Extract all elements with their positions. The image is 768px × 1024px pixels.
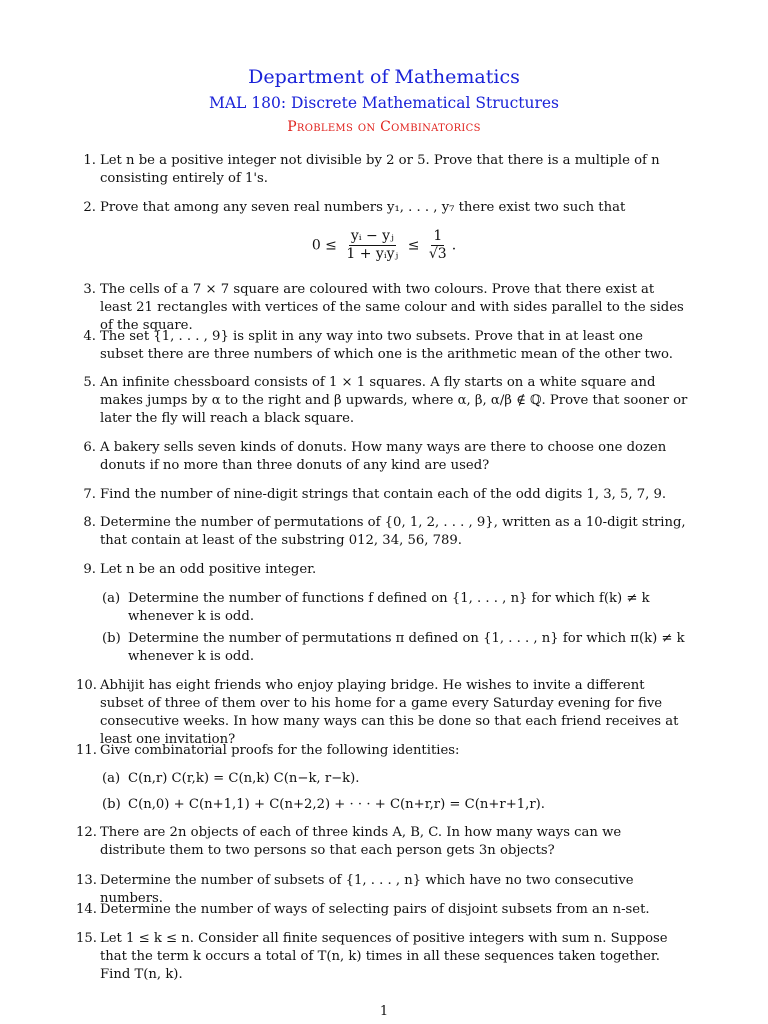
problem-11b: [102, 796, 546, 814]
fraction-2: [427, 228, 449, 263]
problem-text: An infinite chessboard consists of 1 × 1 squares. A fly starts on a white square and makes jumps by α to the right and β upwards, where α, β, α/β ∉ ℚ. Prove that sooner or later the fly will reach a black square.: [100, 375, 688, 426]
problem-4: [83, 328, 688, 364]
part-text: Determine the number of permutations π defined on {1, . . . , n} for which π(k) ≠ k whenever k is odd.: [128, 631, 685, 664]
fraction-1-numerator: yᵢ − yⱼ: [350, 228, 394, 244]
problem-8: [83, 514, 688, 550]
fraction-1-denominator: 1 + yᵢyⱼ: [346, 246, 399, 262]
problem-text: Let n be an odd positive integer.: [100, 562, 317, 577]
problem-11: [76, 742, 688, 760]
problem-15: [76, 930, 688, 984]
problem-set-title: Problems on Combinatorics: [287, 119, 481, 135]
eq-end: .: [451, 237, 457, 254]
problem-10: [76, 677, 688, 749]
problem-7: [83, 486, 688, 504]
problem-number: 8.: [83, 515, 96, 530]
page-number: 1: [379, 1004, 389, 1019]
part-text: Determine the number of functions f defined on {1, . . . , n} for which f(k) ≠ k whenever k is odd.: [128, 591, 650, 624]
problem-number: 15.: [76, 931, 97, 946]
problem-3: [83, 281, 688, 335]
department-title: Department of Mathematics: [248, 66, 520, 88]
problem-text: There are 2n objects of each of three kinds A, B, C. In how many ways can we distribute them to two persons so that each person gets 3n objects?: [100, 825, 622, 858]
part-label: (b): [102, 631, 121, 646]
problem-number: 12.: [76, 825, 97, 840]
identity-text: C(n,r) C(r,k) = C(n,k) C(n−k, r−k).: [128, 771, 360, 786]
problem-number: 5.: [83, 375, 96, 390]
problem-number: 14.: [76, 902, 97, 917]
problem-text: Prove that among any seven real numbers y₁, . . . , y₇ there exist two such that: [100, 200, 626, 215]
problem-number: 2.: [83, 200, 96, 215]
fraction-2-denominator: √3: [428, 246, 447, 262]
part-label: (a): [102, 771, 121, 786]
problem-number: 9.: [83, 562, 96, 577]
eq-middle: ≤: [407, 237, 420, 254]
problem-text: Determine the number of ways of selecting pairs of disjoint subsets from an n-set.: [100, 902, 650, 917]
problem-text: Give combinatorial proofs for the following identities:: [100, 743, 460, 758]
problem-number: 10.: [76, 678, 97, 693]
problem-12: [76, 824, 688, 860]
problem-text: Abhijit has eight friends who enjoy playing bridge. He wishes to invite a different subset of three of them over to his home for a game every Saturday evening for five consecutive weeks. In how many ways can this be done so that each friend receives at least one invitation?: [100, 678, 679, 747]
problem-number: 11.: [76, 743, 97, 758]
problem-1: [83, 152, 688, 188]
problem-2: [83, 199, 688, 217]
problem-text: Find the number of nine-digit strings that contain each of the odd digits 1, 3, 5, 7, 9.: [100, 487, 667, 502]
problem-number: 6.: [83, 440, 96, 455]
problem-9: [83, 561, 688, 579]
problem-9b: [102, 630, 688, 666]
problem-number: 1.: [83, 153, 96, 168]
problem-6: [83, 439, 688, 475]
problem-text: A bakery sells seven kinds of donuts. How many ways are there to choose one dozen donuts if no more than three donuts of any kind are used?: [100, 440, 667, 473]
problem-number: 13.: [76, 873, 97, 888]
problem-11a: [102, 770, 360, 788]
eq-lhs: 0 ≤: [311, 237, 337, 254]
part-label: (a): [102, 591, 121, 606]
course-title: MAL 180: Discrete Mathematical Structures: [208, 94, 560, 112]
problem-text: The cells of a 7 × 7 square are coloured with two colours. Prove that there exist at least 21 rectangles with vertices of the same colour and with sides parallel to the sides of the square.: [100, 282, 684, 333]
problem-2-inequality: [0, 228, 768, 263]
problem-text: The set {1, . . . , 9} is split in any way into two subsets. Prove that in at least one subset there are three numbers of which one is the arithmetic mean of the other two.: [100, 329, 673, 362]
problem-text: Determine the number of subsets of {1, . . . , n} which have no two consecutive numbers.: [100, 873, 634, 906]
fraction-2-numerator: 1: [433, 228, 443, 244]
identity-text: C(n,0) + C(n+1,1) + C(n+2,2) + · · · + C(n+r,r) = C(n+r+1,r).: [128, 797, 546, 812]
problem-number: 3.: [83, 282, 96, 297]
problem-number: 7.: [83, 487, 96, 502]
part-label: (b): [102, 797, 121, 812]
problem-9a: [102, 590, 688, 626]
problem-text: Let n be a positive integer not divisible by 2 or 5. Prove that there is a multiple of n consisting entirely of 1's.: [100, 153, 660, 186]
problem-14: [76, 901, 688, 919]
problem-5: [83, 374, 688, 428]
problem-text: Determine the number of permutations of {0, 1, 2, . . . , 9}, written as a 10-digit string, that contain at least of the substring 012, 34, 56, 789.: [100, 515, 686, 548]
fraction-1: [344, 228, 400, 263]
problem-text: Let 1 ≤ k ≤ n. Consider all finite sequences of positive integers with sum n. Suppose that the term k occurs a total of T(n, k) times in all these sequences taken together. Find T(n, k).: [100, 931, 668, 982]
problem-number: 4.: [83, 329, 96, 344]
